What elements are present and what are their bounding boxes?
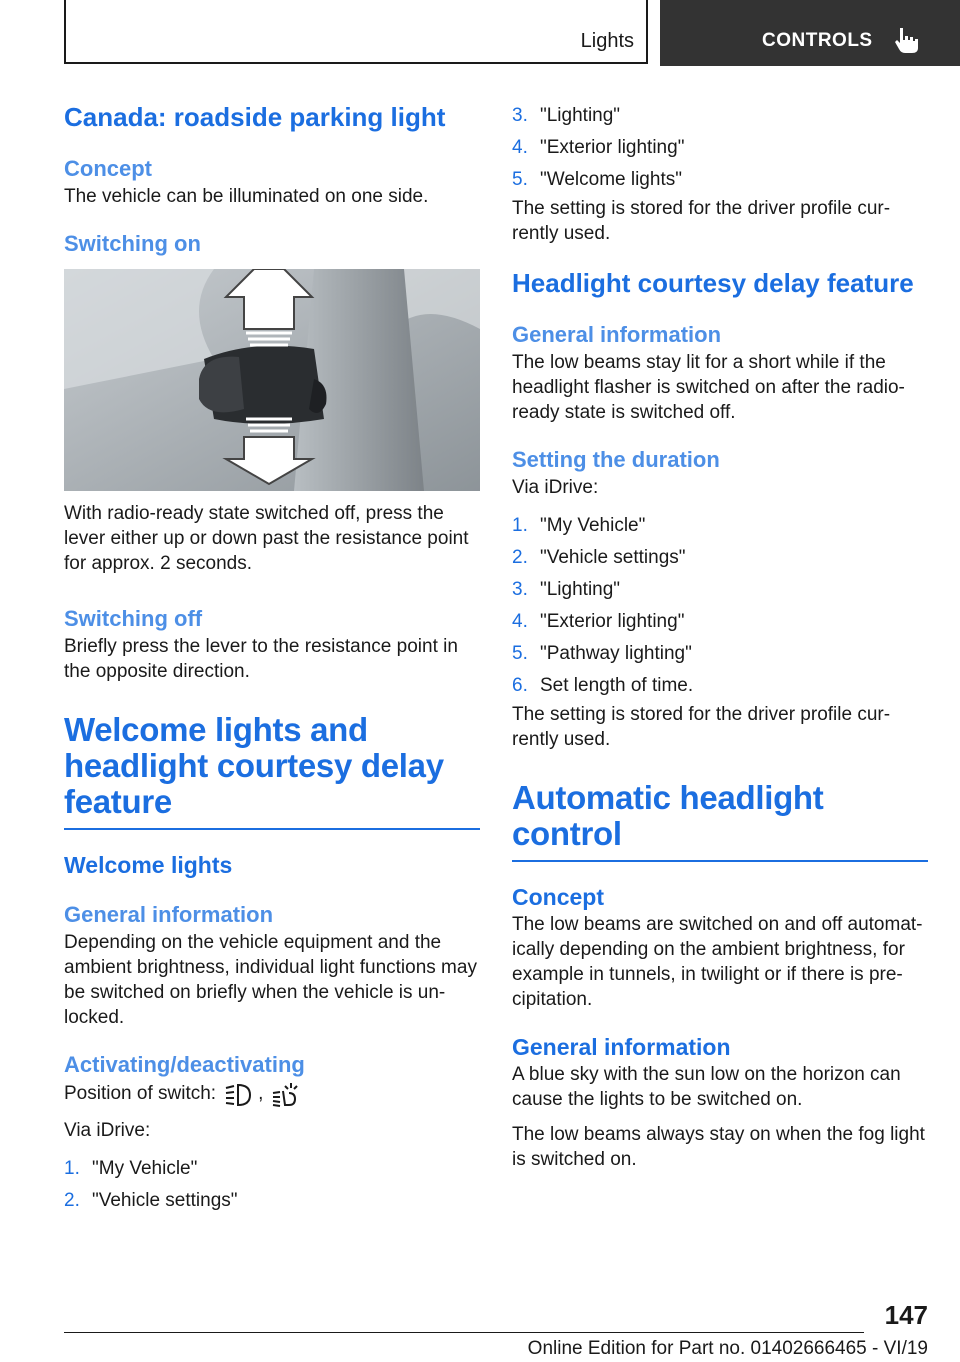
- list-item: 1. "My Vehicle": [512, 515, 646, 536]
- list-item: 3. "Lighting": [512, 579, 621, 600]
- left-column: [64, 100, 480, 1217]
- list-item: 5. "Pathway lighting": [512, 643, 692, 664]
- general-information-heading: General information: [64, 902, 274, 927]
- via-idrive-label: Via iDrive:: [64, 1120, 151, 1141]
- parking-light-icon: [224, 1081, 252, 1107]
- auto-general-text-2: The low beams always stay on when the fog light is switched on.: [512, 1124, 925, 1170]
- page-number: 147: [884, 1300, 928, 1330]
- activating-heading: Activating/deactivating: [64, 1052, 305, 1077]
- setting-duration-heading: Setting the duration: [512, 447, 720, 472]
- automatic-headlight-heading: Automatic headlight control: [512, 780, 928, 862]
- welcome-lights-heading: Welcome lights: [64, 852, 233, 878]
- courtesy-general-heading: General information: [512, 322, 722, 347]
- header-section-box: [64, 0, 648, 64]
- duration-steps-list: [512, 510, 928, 702]
- list-item: 5. "Welcome lights": [512, 169, 682, 190]
- position-separator: ,: [258, 1083, 264, 1104]
- page-footer: [64, 1300, 928, 1362]
- list-item: 4. "Exterior lighting": [512, 137, 685, 158]
- general-information-text: Depending on the vehicle equipment and the ambient brightness, individual light functions may be switched on briefly when the vehicle is un-locked.: [64, 932, 477, 1028]
- list-item: 4. "Exterior lighting": [512, 611, 685, 632]
- list-item: 1. "My Vehicle": [64, 1158, 198, 1179]
- auto-general-text-1: A blue sky with the sun low on the horizon can cause the lights to be switched on.: [512, 1064, 901, 1110]
- welcome-steps-list: [64, 1153, 480, 1217]
- switch-position-line: [64, 1080, 480, 1108]
- stored-text-1: The setting is stored for the driver profile cur-rently used.: [512, 198, 891, 244]
- footer-divider: [64, 1332, 864, 1333]
- header-section-title: Lights: [580, 30, 634, 52]
- page-header: [0, 0, 960, 66]
- right-column: [512, 100, 928, 1172]
- position-label: Position of switch:: [64, 1083, 217, 1104]
- concept-text: The vehicle can be illuminated on one side.: [64, 186, 429, 207]
- list-item: 6. Set length of time.: [512, 675, 694, 696]
- list-item: 2. "Vehicle settings": [64, 1190, 238, 1211]
- welcome-lights-main-heading: Welcome lights and headlight courtesy delay feature: [64, 712, 480, 830]
- edition-text: Online Edition for Part no. 01402666465 - VI/19: [527, 1338, 928, 1359]
- list-item: 3. "Lighting": [512, 105, 621, 126]
- welcome-light-icon: [271, 1081, 299, 1107]
- switching-off-heading: Switching off: [64, 606, 203, 631]
- switching-on-text: With radio-ready state switched off, press the lever either up or down past the resistance point for approx. 2 seconds.: [64, 503, 469, 574]
- list-item: 2. "Vehicle settings": [512, 547, 686, 568]
- auto-general-heading: General information: [512, 1034, 731, 1060]
- via-idrive-label-right: Via iDrive:: [512, 477, 599, 498]
- welcome-steps-continued: [512, 100, 928, 196]
- roadside-parking-title: Canada: roadside parking light: [64, 102, 446, 132]
- courtesy-delay-heading: Headlight courtesy delay feature: [512, 268, 914, 298]
- pointing-hand-icon: [894, 26, 920, 54]
- courtesy-general-text: The low beams stay lit for a short while if the headlight flasher is switched on after the radio-ready state is switched off.: [512, 352, 905, 423]
- header-chapter-title: CONTROLS: [762, 30, 873, 51]
- concept-heading: Concept: [64, 156, 152, 181]
- auto-concept-text: The low beams are switched on and off automat-ically depending on the ambient brightness, for example in tunnels, in twilight or if there is pre-cipitation.: [512, 914, 923, 1010]
- turn-signal-lever-photo: [64, 269, 480, 491]
- stored-text-2: The setting is stored for the driver profile cur-rently used.: [512, 704, 891, 750]
- auto-concept-heading: Concept: [512, 884, 604, 910]
- header-chapter-box: [660, 0, 960, 66]
- switching-off-text: Briefly press the lever to the resistance point in the opposite direction.: [64, 636, 458, 682]
- switching-on-heading: Switching on: [64, 231, 201, 256]
